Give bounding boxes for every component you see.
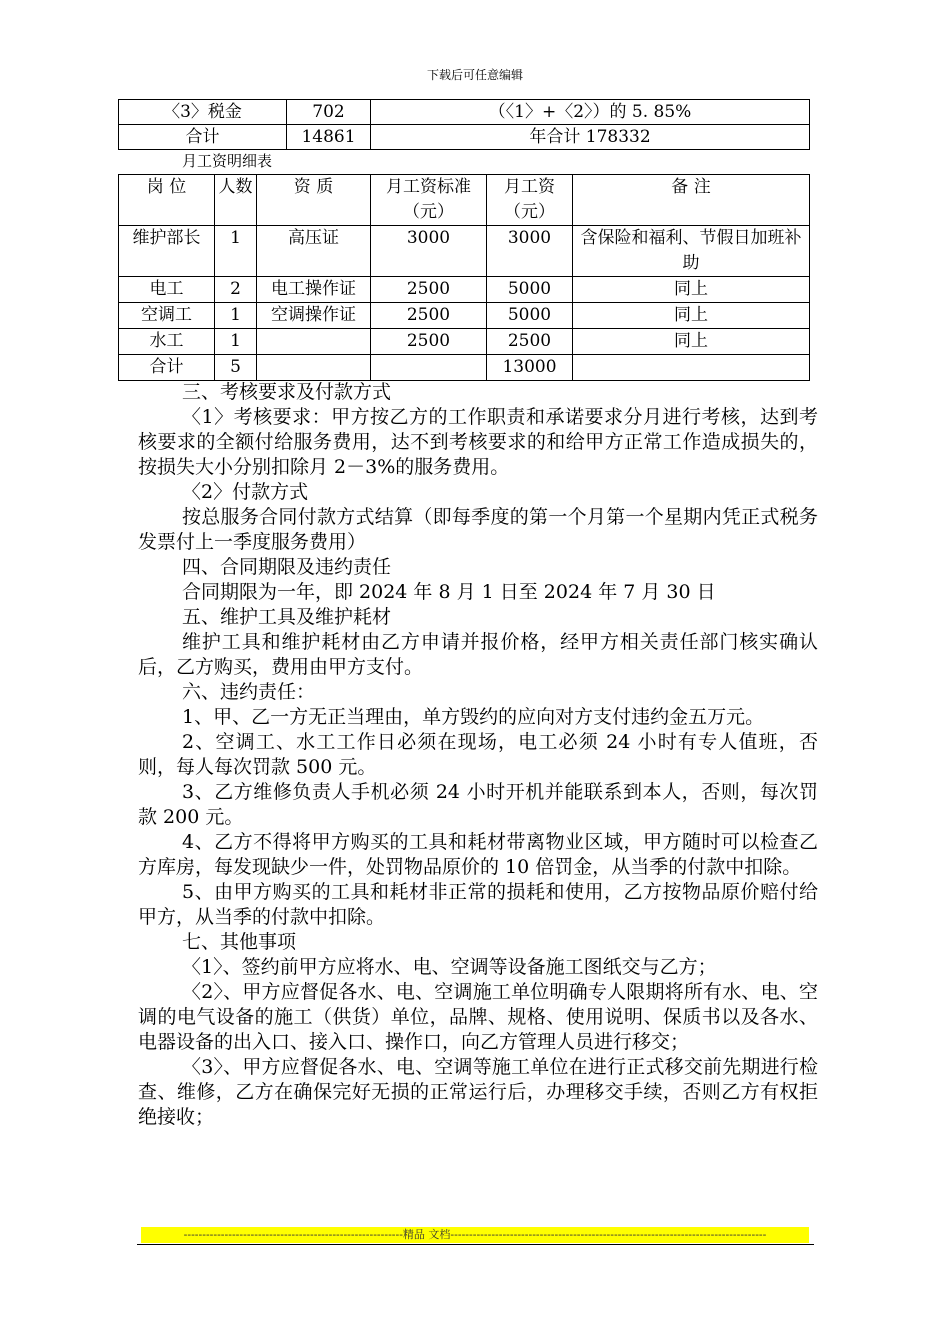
table-cell: 含保险和福利、节假日加班补助	[573, 226, 810, 277]
table-cell: 3000	[371, 226, 487, 277]
column-header: 月工资（元）	[487, 175, 573, 226]
table-cell: 合计	[119, 125, 287, 150]
table-row	[119, 277, 810, 303]
table-total-row	[119, 355, 810, 381]
table-cell: 1	[215, 303, 257, 329]
table-cell: 同上	[573, 329, 810, 355]
table-cell: 高压证	[257, 226, 371, 277]
table-row	[119, 226, 810, 277]
wage-table-caption: 月工资明细表	[182, 152, 273, 170]
table-row	[119, 303, 810, 329]
table-cell: 2500	[371, 329, 487, 355]
section-heading: 七、其他事项	[182, 931, 297, 953]
table-cell: 14861	[287, 125, 371, 150]
table-cell	[257, 329, 371, 355]
paragraph: 〈1〉、签约前甲方应将水、电、空调等设备施工图纸交与乙方；	[182, 956, 717, 978]
table-cell: 13000	[487, 355, 573, 381]
table-cell: 〈3〉税金	[119, 100, 287, 125]
paragraph: 4、乙方不得将甲方购买的工具和耗材带离物业区域，甲方随时可以检查乙方库房，每发现缺少一件，处罚物品原价的 10 倍罚金，从当季的付款中扣除。	[138, 831, 818, 878]
table-cell: （〈1〉+〈2〉）的 5. 85%	[371, 100, 810, 125]
paragraph: 1、甲、乙一方无正当理由，单方毁约的应向对方支付违约金五万元。	[182, 706, 765, 728]
column-header: 备 注	[573, 175, 810, 226]
table-cell	[371, 355, 487, 381]
paragraph: 维护工具和维护耗材由乙方申请并报价格，经甲方相关责任部门核实确认后，乙方购买，费用由甲方支付。	[138, 631, 818, 678]
table-cell: 空调操作证	[257, 303, 371, 329]
monthly-wage-table	[118, 174, 810, 381]
column-header: 岗 位	[119, 175, 215, 226]
table-cell: 年合计 178332	[371, 125, 810, 150]
table-cell: 5000	[487, 303, 573, 329]
table-cell	[573, 355, 810, 381]
section-heading: 四、合同期限及违约责任	[182, 556, 392, 578]
paragraph: 2、空调工、水工工作日必须在现场，电工必须 24 小时有专人值班，否则，每人每次罚款 500 元。	[138, 731, 818, 778]
paragraph: 5、由甲方购买的工具和耗材非正常的损耗和使用，乙方按物品原价赔付给甲方，从当季的付款中扣除。	[138, 881, 818, 928]
table-row	[119, 329, 810, 355]
table-cell: 2500	[371, 303, 487, 329]
table-cell: 维护部长	[119, 226, 215, 277]
table-cell: 5	[215, 355, 257, 381]
table-cell: 电工	[119, 277, 215, 303]
paragraph: 3、乙方维修负责人手机必须 24 小时开机并能联系到本人，否则，每次罚款 200 元。	[138, 781, 818, 828]
table-cell: 水工	[119, 329, 215, 355]
table-cell: 2500	[371, 277, 487, 303]
table-cell: 合计	[119, 355, 215, 381]
table-cell: 同上	[573, 277, 810, 303]
table-cell: 1	[215, 329, 257, 355]
table-row	[119, 125, 810, 150]
page-header: 下载后可任意编辑	[426, 68, 523, 82]
table-cell: 1	[215, 226, 257, 277]
table-cell: 同上	[573, 303, 810, 329]
table-header-row	[119, 175, 810, 226]
paragraph: 按总服务合同付款方式结算（即每季度的第一个月第一个星期内凭正式税务发票付上一季度服务费用）	[138, 506, 818, 553]
table-cell: 2500	[487, 329, 573, 355]
column-header: 人数	[215, 175, 257, 226]
table-cell: 702	[287, 100, 371, 125]
page-footer: -----------------------------------------------------------精品 文档-------------------------------------------------------------------------------------	[141, 1227, 809, 1243]
table-cell: 2	[215, 277, 257, 303]
paragraph: 〈2〉付款方式	[182, 481, 309, 503]
section-heading: 五、维护工具及维护耗材	[182, 606, 392, 628]
tax-summary-table	[118, 99, 810, 150]
column-header: 资 质	[257, 175, 371, 226]
paragraph: 〈3〉、甲方应督促各水、电、空调等施工单位在进行正式移交前先期进行检查、维修，乙方在确保完好无损的正常运行后，办理移交手续，否则乙方有权拒绝接收；	[138, 1056, 818, 1128]
table-row	[119, 100, 810, 125]
contract-body	[138, 380, 818, 1130]
table-cell	[257, 355, 371, 381]
table-cell: 电工操作证	[257, 277, 371, 303]
paragraph: 〈1〉考核要求：甲方按乙方的工作职责和承诺要求分月进行考核，达到考核要求的全额付给服务费用，达不到考核要求的和给甲方正常工作造成损失的，按损失大小分别扣除月 2－3%的服务费用。	[138, 406, 818, 478]
paragraph: 〈2〉、甲方应督促各水、电、空调施工单位明确专人限期将所有水、电、空调的电气设备的施工（供货）单位，品牌、规格、使用说明、保质书以及各水、电器设备的出入口、接入口、操作口，向乙方管理人员进行移交；	[138, 981, 818, 1053]
section-heading: 三、考核要求及付款方式	[182, 381, 392, 403]
footer-divider	[137, 1244, 814, 1245]
table-cell: 5000	[487, 277, 573, 303]
paragraph: 合同期限为一年，即 2024 年 8 月 1 日至 2024 年 7 月 30 日	[182, 581, 716, 603]
table-cell: 3000	[487, 226, 573, 277]
column-header: 月工资标准（元）	[371, 175, 487, 226]
table-cell: 空调工	[119, 303, 215, 329]
section-heading: 六、违约责任：	[182, 681, 316, 703]
